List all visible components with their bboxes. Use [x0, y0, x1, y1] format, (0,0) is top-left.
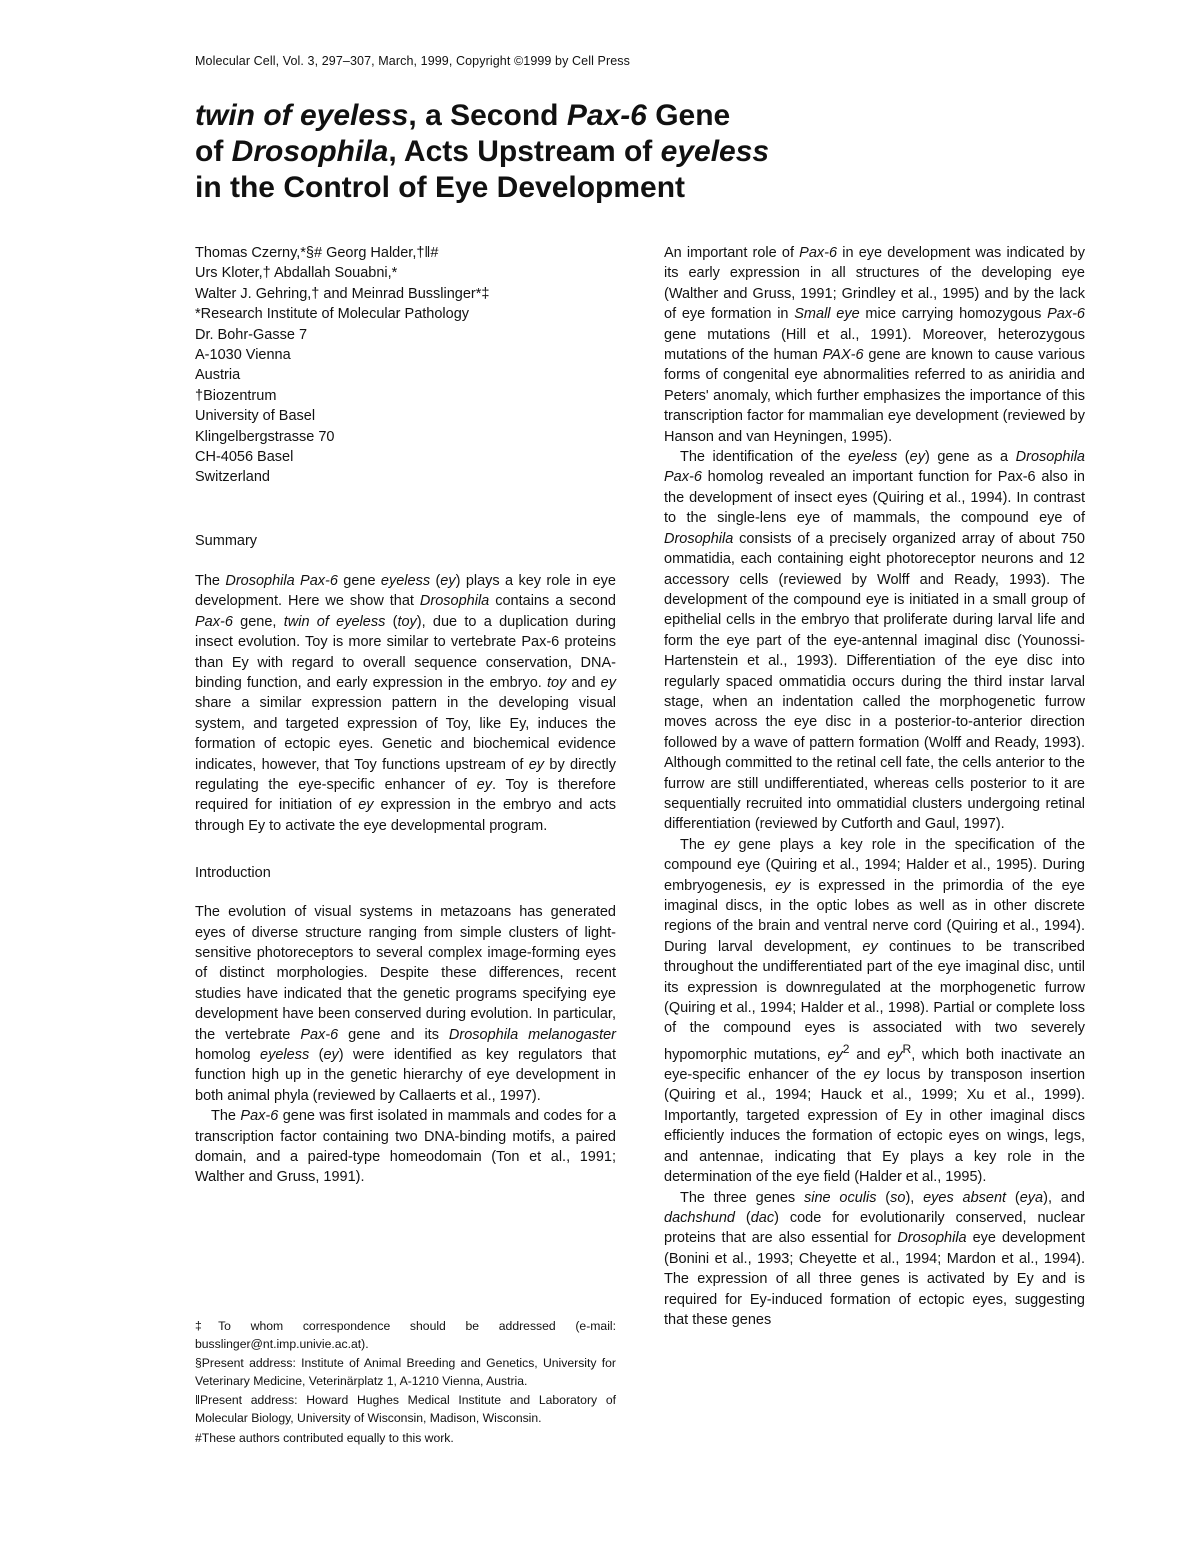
body-paragraph: An important role of Pax-6 in eye development was indicated by its early expression in all structures of the developing eye (Walther and Gruss, 1991; Grindley et al., 1995) and by the lack of eye formation in Small eye mice carrying homozygous Pax-6 gene mutations (Hill et al., 1991). Moreover, heterozygous mutations of the human PAX-6 gene are known to cause various forms of congenital eye abnormalities referred to as aniridia and Peters' anomaly, which further emphasizes the importance of this transcription factor for mammalian eye development (reviewed by Hanson and van Heyningen, 1995). — [664, 245, 1085, 445]
author-line: Klingelbergstrasse 70 — [195, 428, 335, 445]
introduction-paragraph: The Pax-6 gene was first isolated in mammals and codes for a transcription factor containing two DNA-binding motifs, a paired domain, and a paired-type homeodomain (Ton et al., 1991; Walther and Gruss, 1991). — [195, 1108, 617, 1186]
author-line: University of Basel — [195, 408, 316, 425]
right-column — [664, 243, 1085, 1330]
title-segment: , a Second — [408, 99, 567, 132]
title-line — [195, 98, 1055, 134]
title-line — [195, 170, 1055, 206]
author-line: Switzerland — [195, 469, 270, 486]
introduction-heading: Introduction — [195, 865, 271, 882]
footnote: §Present address: Institute of Animal Breeding and Genetics, University for Veterinary Medicine, Veterinärplatz 1, A-1210 Vienna, Austria. — [195, 1356, 616, 1388]
title-segment: of — [195, 135, 232, 168]
body-paragraph: The three genes sine oculis (so), eyes absent (eya), and dachshund (dac) code for evolutionarily conserved, nuclear proteins that are also essential for Drosophila eye development (Bonini et al., 1993; Cheyette et al., 1994; Mardon et al., 1994). The expression of all three genes is activated by Ey and is required for Ey-induced formation of ectopic eyes, suggesting that these genes — [664, 1189, 1085, 1328]
title-segment: Drosophila — [231, 135, 389, 168]
author-line: A-1030 Vienna — [195, 347, 291, 364]
author-line: Walter J. Gehring,† and Meinrad Busslinger*‡ — [195, 285, 490, 302]
title-segment: eyeless — [660, 135, 770, 168]
author-line: Dr. Bohr-Gasse 7 — [195, 326, 308, 343]
title-segment: , Acts Upstream of — [388, 135, 661, 168]
title-segment: Pax-6 — [566, 99, 647, 132]
introduction-paragraph: The evolution of visual systems in metazoans has generated eyes of diverse structure ranging from simple clusters of light-sensitive photoreceptors to several complex image-forming eyes of distinct morphologies. Despite these differences, recent studies have indicated that the genetic programs specifying eye development have been conserved during evolution. In particular, the vertebrate Pax-6 gene and its Drosophila melanogaster homolog eyeless (ey) were identified as key regulators that function high up in the genetic hierarchy of eye development in both animal phyla (reviewed by Callaerts et al., 1997). — [195, 904, 617, 1104]
article-title — [195, 98, 1055, 206]
summary-heading: Summary — [195, 532, 258, 549]
footnote: #These authors contributed equally to this work. — [195, 1430, 454, 1445]
body-paragraph: The identification of the eyeless (ey) gene as a Drosophila Pax-6 homolog revealed an important function for Pax-6 also in the development of insect eyes (Quiring et al., 1994). In contrast to the single-lens eye of mammals, the compound eye of Drosophila consists of a precisely organized array of about 750 ommatidia, each containing eight photoreceptor neurons and 12 accessory cells (reviewed by Wolff and Ready, 1993). The development of the compound eye is initiated in a small group of epithelial cells in the embryo that proliferate during larval life and form the eye part of the eye-antennal imaginal disc (Younossi-Hartenstein et al., 1993). Differentiation of the eye disc into regularly spaced ommatidia occurs during the third instar larval stage, when an indentation called the morphogenetic furrow moves across the eye disc in a posterior-to-anterior direction followed by a wave of pattern formation (Wolff and Ready, 1993). Although committed to the retinal cell fate, the cells anterior to the furrow are still undifferentiated, whereas cells posterior to it are sequentially recruited into ommatidial clusters undergoing retinal differentiation (reviewed by Cutforth and Gaul, 1997). — [664, 449, 1085, 833]
footnote: ‡To whom correspondence should be addressed (e-mail: busslinger@nt.imp.univie.ac.at). — [195, 1319, 616, 1351]
title-segment: Gene — [646, 99, 731, 132]
author-affiliations — [195, 243, 616, 488]
journal-citation: Molecular Cell, Vol. 3, 297–307, March, 1999, Copyright ©1999 by Cell Press — [195, 54, 630, 68]
summary-text: The Drosophila Pax-6 gene eyeless (ey) plays a key role in eye development. Here we show that Drosophila contains a second Pax-6 gene, twin of eyeless (toy), due to a duplication during insect evolution. Toy is more similar to vertebrate Pax-6 proteins than Ey with regard to overall sequence conservation, DNA-binding function, and early expression in the embryo. toy and ey share a similar expression pattern in the developing visual system, and targeted expression of Toy, like Ey, induces the formation of ectopic eyes. Genetic and biochemical evidence indicates, however, that Toy functions upstream of ey by directly regulating the eye-specific enhancer of ey. Toy is therefore required for initiation of ey expression in the embryo and acts through Ey to activate the eye developmental program. — [195, 572, 616, 834]
title-line — [195, 134, 1055, 170]
author-line: *Research Institute of Molecular Pathology — [195, 306, 470, 323]
author-line: CH-4056 Basel — [195, 449, 294, 466]
author-line: Urs Kloter,† Abdallah Souabni,* — [195, 265, 398, 282]
footnote: ‖Present address: Howard Hughes Medical Institute and Laboratory of Molecular Biology, University of Wisconsin, Madison, Wisconsin. — [195, 1393, 616, 1425]
introduction-body — [195, 902, 616, 1188]
author-line: Austria — [195, 367, 241, 384]
left-column — [195, 243, 616, 1188]
title-segment: in the Control of Eye Development — [195, 171, 686, 204]
body-paragraph: The ey gene plays a key role in the specification of the compound eye (Quiring et al., 1994; Halder et al., 1995). During embryogenesis, ey is expressed in the primordia of the eye imaginal discs, in the optic lobes as well as in other discrete regions of the brain and ventral nerve cord (Quiring et al., 1994). During larval development, ey continues to be transcribed throughout the undifferentiated part of the eye imaginal disc, until its expression is downregulated at the morphogenetic furrow (Quiring et al., 1994; Halder et al., 1998). Partial or complete loss of the compound eyes is associated with two severely hypomorphic mutations, $ey^2$ and $ey^R$, which both inactivate an eye-specific enhancer of the ey locus by transposon insertion (Quiring et al., 1994; Hauck et al., 1999; Xu et al., 1999). Importantly, targeted expression of Ey in other imaginal discs efficiently induces the formation of ectopic eyes on wings, legs, and antennae, indicating that Ey plays a key role in the determination of the eye field (Halder et al., 1995). — [664, 836, 1086, 1186]
author-line: †Biozentrum — [195, 387, 277, 404]
author-line: Thomas Czerny,*§# Georg Halder,†‖# — [195, 245, 439, 261]
title-segment: twin of eyeless — [195, 99, 409, 132]
footnotes — [195, 1318, 616, 1449]
